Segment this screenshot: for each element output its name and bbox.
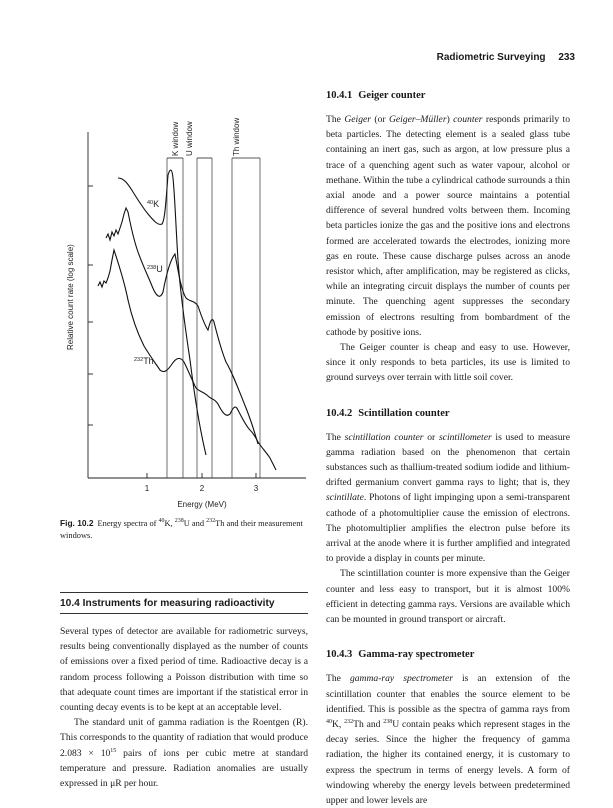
page-number: 233 [558,52,575,63]
scintillation-paragraph-2: The scintillation counter is more expensive than the Geiger counter and less easy to transport, but it is almost 100% efficient in detecting gamma rays. Versions are available which can be mounted in ground transport or aircraft. [326,568,570,626]
section-10-4-paragraph-2: The standard unit of gamma radiation is the Roentgen (R). This corresponds to the quantity of radiation that would produce $2.083 \times 10^{15}$ pairs of ions per cubic metre at standard temperature and pressure. Radiation anomalies are usually expressed in μR per hour. [60,717,309,790]
y-ticks [88,186,93,425]
u238-spectrum-curve [106,208,258,444]
x-tick-label-1: 1 [144,484,150,493]
geiger-paragraph-1: The Geiger (or Geiger–Müller) counter responds primarily to beta particles. The detecting element is a sealed glass tube containing an inert gas, such as argon, at low pressure plus a trace of a quenching agent such as water vapour, alcohol or methane. Within the tube a cylindrical cathode surrounds a thin axial anode and a power source maintains a potential difference of several hundred volts between them. Incoming beta particles ionize the gas and the positive ions and electrons formed are accelerated towards the electrodes, ionizing more gas en route. These cause discharge pulses across an anode resistor which, after amplification, may be registered as clicks, while an integrating circuit displays the number of counts per minute. The quenching agent suppresses the secondary emission of electrons resulting from bombardment of the cathode by positive ions. [326,114,570,338]
x-tick-label-2: 2 [199,484,205,493]
scintillation-paragraph-1: The scintillation counter or scintillometer is used to measure gamma radiation based on the phenomenon that certain substances such as thallium-treated sodium iodide and lithium-drifted germanium convert gamma rays to light; that is, they scintillate. Photons of light impinging upon a semi-transparent cathode of a photomultiplier cause the emission of electrons. The photomultiplier amplifies the electron pulse before its arrival at the anode where it is further amplified and integrated to provide a display in counts per minute. [326,431,570,565]
y-axis-label: Relative count rate (log scale) [66,244,75,350]
k40-label: $^{40}$K [147,199,160,209]
running-title: Radiometric Surveying [436,52,546,63]
window-lines [167,158,260,478]
section-title-10-4: 10.4 Instruments for measuring radioactivity [60,592,308,614]
k-window-label: K window [171,121,180,156]
left-column [60,592,308,791]
heading-10-4-1: 10.4.1 Geiger counter [326,90,426,101]
geiger-paragraph-2: The Geiger counter is cheap and easy to use. However, since it only responds to beta particles, its use is limited to ground surveys over terrain with little soil cover. [326,342,570,384]
x-ticks [147,473,256,478]
x-axis-label: Energy (MeV) [177,500,227,509]
x-tick-label-3: 3 [253,484,259,493]
th-window-label: Th window [232,117,241,156]
section-10-4-paragraph-1: Several types of detector are available for radiometric surveys, results being conventionally displayed as the number of counts of emissions over a fixed period of time. Radioactive decay is a random process following a Poisson distribution with time so that adequate count times are important if the statistical error in counting decay events is to be kept at an acceptable level. [60,626,308,714]
right-column [326,90,570,808]
caption-label: Fig. 10.2 [60,518,94,528]
th232-spectrum-curve [98,250,276,470]
u-window-label: U window [185,121,194,156]
figure-caption: Fig. 10.2 Energy spectra of $^{40}$K, $^{238}$U and $^{232}$Th and their measurement windows. [60,518,303,540]
th232-label: $^{232}$Th [134,356,154,366]
u238-label: $^{238}$U [147,264,163,274]
heading-10-4-2: 10.4.2 Scintillation counter [326,407,450,419]
caption-text-1: Energy spectra of [97,519,159,528]
heading-10-4-3: 10.4.3 Gamma-ray spectrometer [326,649,475,661]
spectrometer-paragraph-1: The gamma-ray spectrometer is an extension of the scintillation counter that enables the source element to be identified. This is possible as the spectra of gamma rays from $^{40}$K, $^{232}$Th and $^{238}$U contain peaks which represent stages in the decay series. Since the higher the frequency of gamma radiation, the higher its contained energy, it is customary to express the spectrum in terms of energy levels. A form of windowing whereby the energy levels between predetermined upper and lower levels are [326,673,570,806]
